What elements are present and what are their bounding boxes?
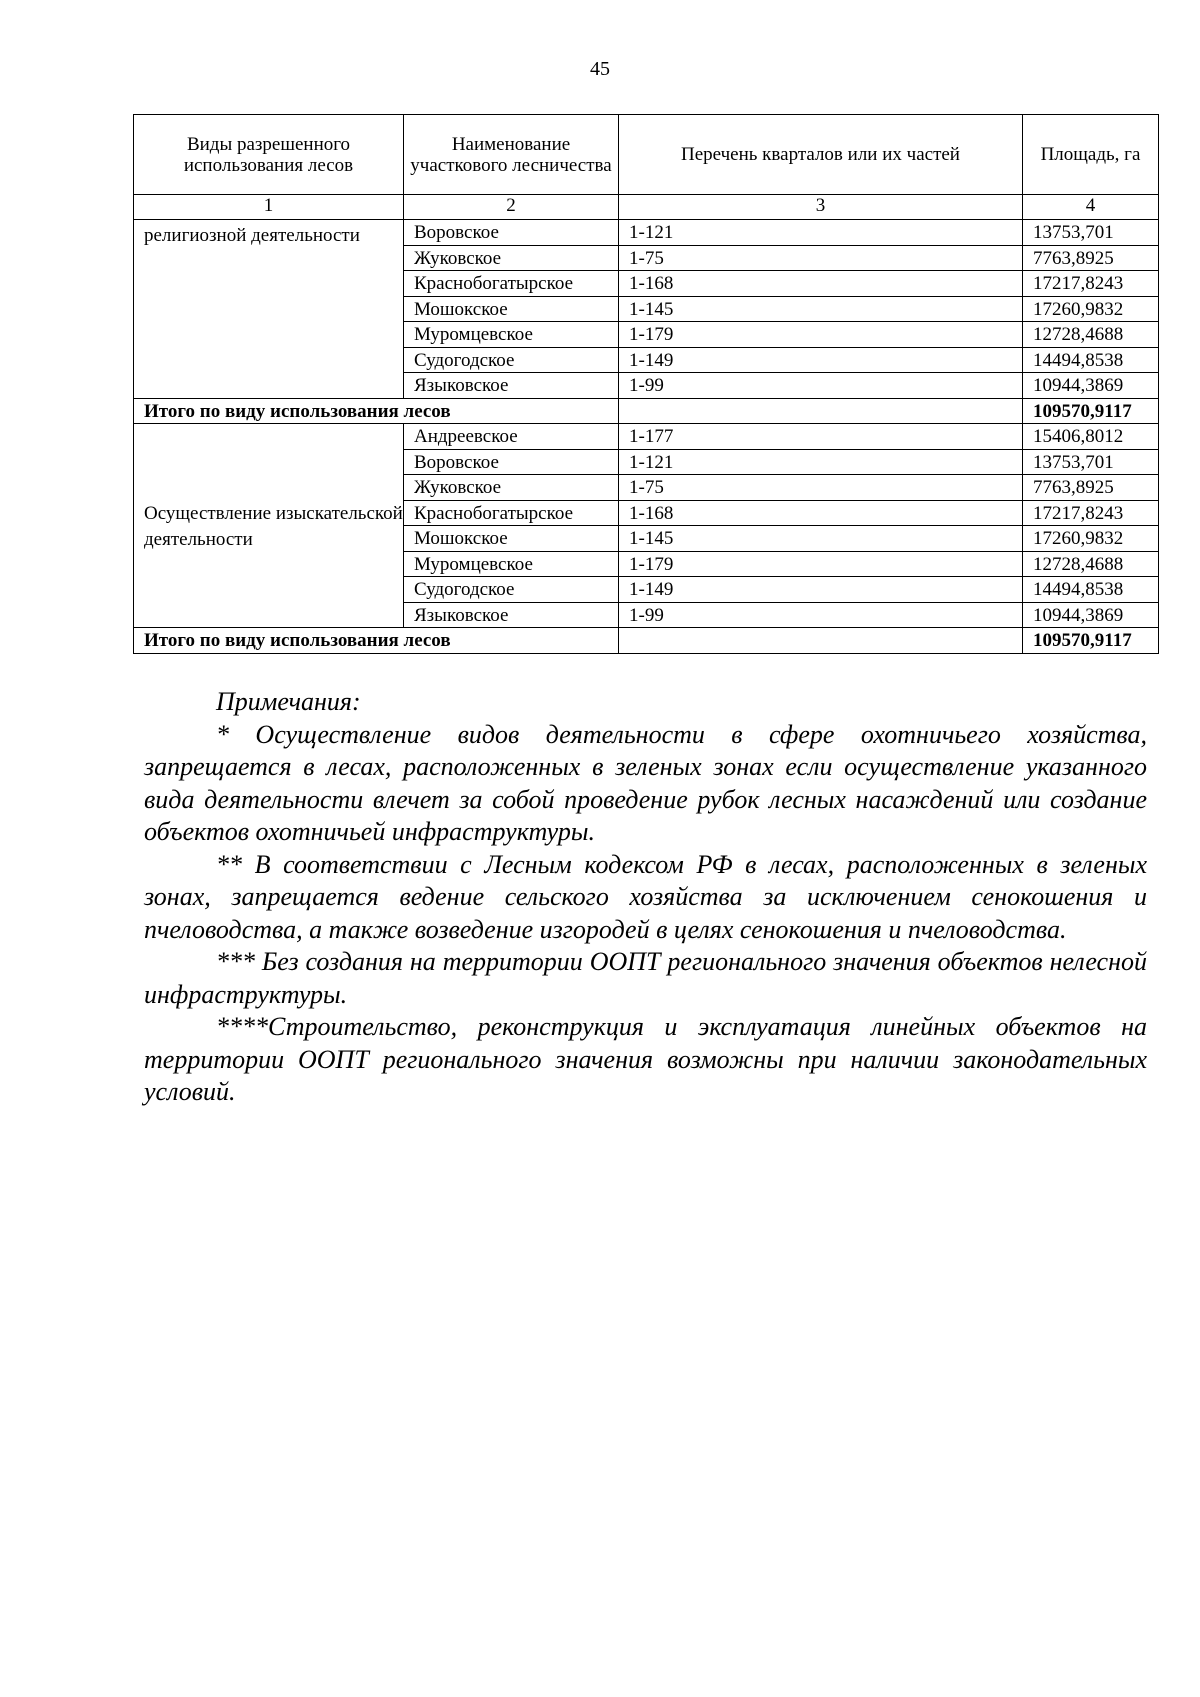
note-item: * Осуществление видов деятельности в сфере охотничьего хозяйства, запрещается в лесах, расположенных в зеленых зонах если осуществление указанного вида деятельности влечет за собой проведение рубок лесных насаждений или создание объектов охотничьей инфраструктуры. bbox=[144, 719, 1147, 846]
header-use-type: Виды разрешенного использования лесов bbox=[134, 115, 404, 195]
area-cell: 7763,8925 bbox=[1023, 475, 1159, 501]
forestry-cell: Муромцевское bbox=[404, 551, 619, 577]
column-number: 4 bbox=[1023, 195, 1159, 220]
quarters-cell: 1-177 bbox=[619, 424, 1023, 450]
area-cell: 10944,3869 bbox=[1023, 373, 1159, 399]
quarters-cell: 1-168 bbox=[619, 500, 1023, 526]
forest-use-table bbox=[133, 114, 1159, 654]
area-cell: 14494,8538 bbox=[1023, 347, 1159, 373]
forestry-cell: Судогодское bbox=[404, 347, 619, 373]
column-number-row bbox=[134, 195, 1159, 220]
total-value: 109570,9117 bbox=[1023, 628, 1159, 654]
use-type-survey: Осуществление изыскательской деятельности bbox=[134, 424, 404, 628]
forestry-cell: Судогодское bbox=[404, 577, 619, 603]
quarters-cell: 1-121 bbox=[619, 220, 1023, 246]
total-value: 109570,9117 bbox=[1023, 398, 1159, 424]
forestry-cell: Воровское bbox=[404, 449, 619, 475]
area-cell: 17217,8243 bbox=[1023, 500, 1159, 526]
area-cell: 14494,8538 bbox=[1023, 577, 1159, 603]
area-cell: 10944,3869 bbox=[1023, 602, 1159, 628]
total-empty-cell bbox=[619, 398, 1023, 424]
quarters-cell: 1-99 bbox=[619, 373, 1023, 399]
forestry-cell: Андреевское bbox=[404, 424, 619, 450]
area-cell: 12728,4688 bbox=[1023, 551, 1159, 577]
table-header-row bbox=[134, 115, 1159, 195]
area-cell: 17260,9832 bbox=[1023, 296, 1159, 322]
quarters-cell: 1-75 bbox=[619, 245, 1023, 271]
area-cell: 13753,701 bbox=[1023, 449, 1159, 475]
forestry-cell: Жуковское bbox=[404, 475, 619, 501]
forestry-cell: Мошокское bbox=[404, 526, 619, 552]
table-row bbox=[134, 424, 1159, 450]
quarters-cell: 1-75 bbox=[619, 475, 1023, 501]
area-cell: 17217,8243 bbox=[1023, 271, 1159, 297]
forestry-cell: Жуковское bbox=[404, 245, 619, 271]
header-quarters: Перечень кварталов или их частей bbox=[619, 115, 1023, 195]
total-row bbox=[134, 398, 1159, 424]
use-type-religious: религиозной деятельности bbox=[134, 220, 404, 399]
area-cell: 17260,9832 bbox=[1023, 526, 1159, 552]
forestry-cell: Краснобогатырское bbox=[404, 271, 619, 297]
forestry-cell: Краснобогатырское bbox=[404, 500, 619, 526]
column-number: 2 bbox=[404, 195, 619, 220]
area-cell: 7763,8925 bbox=[1023, 245, 1159, 271]
quarters-cell: 1-179 bbox=[619, 551, 1023, 577]
forestry-cell: Воровское bbox=[404, 220, 619, 246]
area-cell: 13753,701 bbox=[1023, 220, 1159, 246]
quarters-cell: 1-168 bbox=[619, 271, 1023, 297]
forestry-cell: Языковское bbox=[404, 602, 619, 628]
total-empty-cell bbox=[619, 628, 1023, 654]
note-item: ****Строительство, реконструкция и эксплуатация линейных объектов на территории ООПТ регионального значения возможны при наличии законодательных условий. bbox=[144, 1012, 1147, 1106]
total-row bbox=[134, 628, 1159, 654]
note-item: *** Без создания на территории ООПТ регионального значения объектов нелесной инфраструктуры. bbox=[144, 947, 1147, 1009]
quarters-cell: 1-149 bbox=[619, 577, 1023, 603]
quarters-cell: 1-121 bbox=[619, 449, 1023, 475]
quarters-cell: 1-145 bbox=[619, 296, 1023, 322]
area-cell: 15406,8012 bbox=[1023, 424, 1159, 450]
total-label: Итого по виду использования лесов bbox=[134, 398, 619, 424]
quarters-cell: 1-99 bbox=[619, 602, 1023, 628]
notes-title: Примечания: bbox=[216, 687, 361, 716]
total-label: Итого по виду использования лесов bbox=[134, 628, 619, 654]
note-item: ** В соответствии с Лесным кодексом РФ в лесах, расположенных в зеленых зонах, запрещается ведение сельского хозяйства за исключением сенокошения и пчеловодства, а также возведение изгородей в целях сенокошения и пчеловодства. bbox=[144, 849, 1147, 944]
quarters-cell: 1-149 bbox=[619, 347, 1023, 373]
column-number: 1 bbox=[134, 195, 404, 220]
table-row bbox=[134, 220, 1159, 246]
header-forestry-name: Наименование участкового лесничества bbox=[404, 115, 619, 195]
forestry-cell: Языковское bbox=[404, 373, 619, 399]
page-number: 45 bbox=[590, 58, 610, 80]
column-number: 3 bbox=[619, 195, 1023, 220]
quarters-cell: 1-179 bbox=[619, 322, 1023, 348]
notes-section bbox=[144, 686, 1147, 1109]
forestry-cell: Муромцевское bbox=[404, 322, 619, 348]
forestry-cell: Мошокское bbox=[404, 296, 619, 322]
quarters-cell: 1-145 bbox=[619, 526, 1023, 552]
area-cell: 12728,4688 bbox=[1023, 322, 1159, 348]
header-area: Площадь, га bbox=[1023, 115, 1159, 195]
